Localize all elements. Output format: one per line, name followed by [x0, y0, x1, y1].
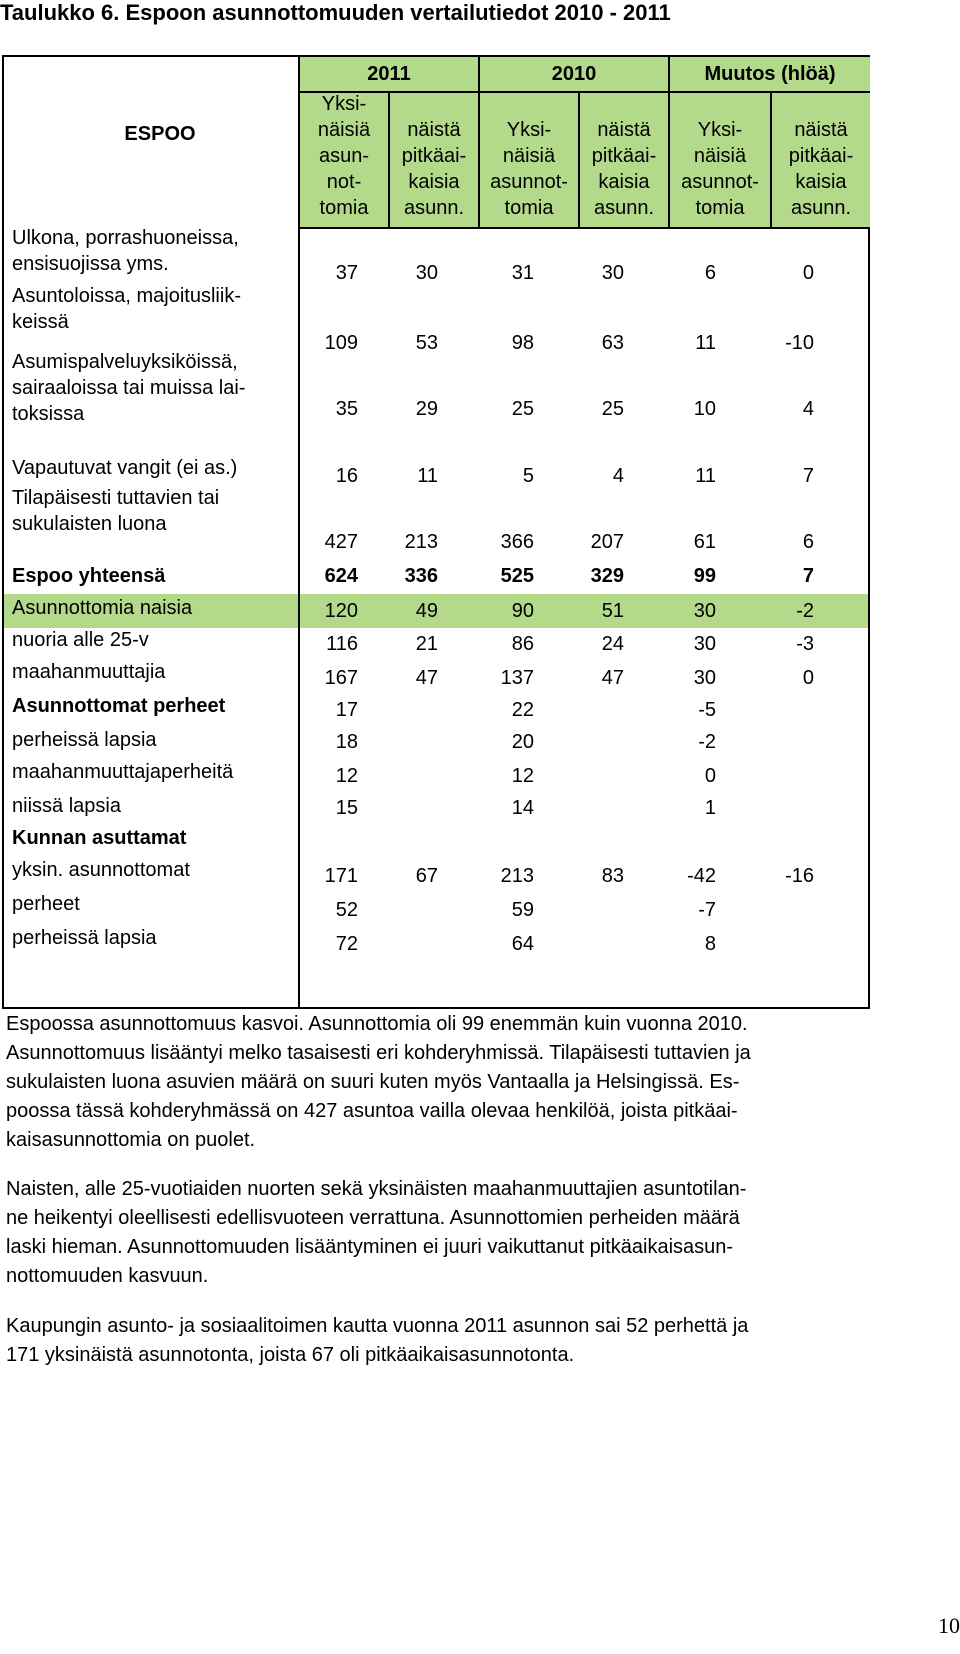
paragraph-line: Naisten, alle 25-vuotiaiden nuorten sekä yksinäisten maahanmuuttajien asuntotilan- — [6, 1178, 747, 1200]
column-subheader — [772, 117, 870, 221]
row-label — [12, 693, 225, 719]
row-label-line: yksin. asunnottomat — [12, 859, 190, 881]
table-cell: 47 — [415, 667, 438, 689]
row-label-line: Ulkona, porrashuoneissa, — [12, 227, 239, 249]
subheader-line: pitkäai- — [401, 145, 467, 167]
table-cell: 25 — [511, 398, 534, 420]
row-label-line: nuoria alle 25-v — [12, 629, 149, 651]
table-cell: 12 — [335, 765, 358, 787]
row-label — [12, 825, 186, 851]
subheader-line: näistä — [597, 119, 651, 141]
table-cell: 7 — [802, 565, 814, 587]
table-cell: 7 — [802, 465, 814, 487]
table-cell: 31 — [511, 262, 534, 284]
table-cell: 29 — [415, 398, 438, 420]
subheader-line: näisiä — [317, 119, 371, 141]
table-cell: 207 — [590, 531, 624, 553]
subheader-line: not- — [326, 171, 362, 193]
table-cell: 329 — [590, 565, 624, 587]
row-label — [12, 283, 241, 335]
table-cell: 15 — [335, 797, 358, 819]
table-cell: 35 — [335, 398, 358, 420]
paragraph — [6, 1312, 936, 1370]
row-label-line: Asumispalveluyksiköissä, — [12, 351, 238, 373]
row-label — [12, 563, 165, 589]
column-subheader — [390, 117, 478, 221]
subheader-line: näistä — [794, 119, 848, 141]
row-label — [12, 925, 157, 951]
table-cell: 11 — [695, 465, 716, 487]
table-cell: 116 — [326, 633, 358, 655]
table-cell: 137 — [500, 667, 534, 689]
table-cell: -7 — [698, 899, 716, 921]
subheader-line: tomia — [504, 197, 554, 219]
table-cell: 63 — [601, 332, 624, 354]
subheader-line: asunnot- — [490, 171, 568, 193]
row-label-line: keissä — [12, 311, 69, 333]
table-cell: 30 — [693, 667, 716, 689]
table-cell: 20 — [511, 731, 534, 753]
header-bottom-divider — [300, 227, 870, 229]
table-cell: 213 — [404, 531, 438, 553]
table-cell: 30 — [693, 633, 716, 655]
table-cell: -2 — [698, 731, 716, 753]
subheader-line: Yksi- — [506, 119, 552, 141]
row-label — [12, 225, 239, 277]
paragraph-line: 171 yksinäistä asunnotonta, joista 67 oli pitkäaikaisasunnotonta. — [6, 1344, 575, 1366]
table-cell: -5 — [698, 699, 716, 721]
paragraph-line: Kaupungin asunto- ja sosiaalitoimen kautta vuonna 2011 asunnon sai 52 perhettä ja — [6, 1315, 749, 1337]
table-cell: -10 — [785, 332, 814, 354]
table-cell: 525 — [500, 565, 534, 587]
paragraph-line: Asunnottomuus lisääntyi melko tasaisesti eri kohderyhmissä. Tilapäisesti tuttavien ja — [6, 1042, 751, 1064]
subheader-line: asunnot- — [681, 171, 759, 193]
row-label-line: Tilapäisesti tuttavien tai — [12, 487, 220, 509]
subheader-line: kaisia — [408, 171, 460, 193]
paragraph-line: nottomuuden kasvuun. — [6, 1265, 209, 1287]
subheader-line: Yksi- — [697, 119, 743, 141]
table-cell: 59 — [511, 899, 534, 921]
table-cell: 49 — [415, 600, 438, 622]
table-cell: 98 — [511, 332, 534, 354]
column-subheader — [580, 117, 668, 221]
table-cell: 21 — [415, 633, 438, 655]
subheader-line: näisiä — [693, 145, 747, 167]
row-label-line: maahanmuuttajaperheitä — [12, 761, 234, 783]
table-cell: 0 — [802, 262, 814, 284]
subheader-line: Yksi- — [321, 93, 367, 115]
table-cell: 64 — [511, 933, 534, 955]
table-cell: 11 — [417, 465, 438, 487]
row-label-line: Asunnottomia naisia — [12, 597, 193, 619]
subheader-line: asunn. — [593, 197, 655, 219]
table-cell: 11 — [695, 332, 716, 354]
row-label — [12, 595, 192, 621]
table-cell: 10 — [693, 398, 716, 420]
row-label — [12, 793, 121, 819]
row-label-line: niissä lapsia — [12, 795, 121, 817]
page-number: 10 — [938, 1613, 960, 1638]
row-label — [12, 627, 149, 653]
table-cell: 8 — [704, 933, 716, 955]
row-label-line: sukulaisten luona — [12, 513, 167, 535]
table-cell: 120 — [324, 600, 358, 622]
table-cell: 30 — [601, 262, 624, 284]
table-cell: 167 — [324, 667, 358, 689]
table-cell: 90 — [511, 600, 534, 622]
table-cell: 1 — [704, 797, 716, 819]
row-label — [12, 485, 219, 537]
row-label-line: perheissä lapsia — [12, 927, 157, 949]
row-label-line: Kunnan asuttamat — [12, 827, 187, 849]
table-cell: -2 — [796, 600, 814, 622]
row-label-line: toksissa — [12, 403, 85, 425]
row-label-line: perheissä lapsia — [12, 729, 157, 751]
subheader-line: pitkäai- — [591, 145, 657, 167]
table-cell: 30 — [415, 262, 438, 284]
subheader-line: asunn. — [790, 197, 852, 219]
subheader-line: tomia — [319, 197, 369, 219]
table-corner-label: ESPOO — [124, 123, 196, 145]
table-cell: 67 — [415, 865, 438, 887]
table-cell: 6 — [704, 262, 716, 284]
table-cell: 5 — [522, 465, 534, 487]
table-cell: 336 — [404, 565, 438, 587]
paragraph-line: laski hieman. Asunnottomuuden lisääntyminen ei juuri vaikuttanut pitkäaikaisasun- — [6, 1236, 734, 1258]
paragraph — [6, 1010, 936, 1155]
table-cell: 171 — [324, 865, 358, 887]
column-subheader — [300, 91, 388, 221]
table-cell: 30 — [693, 600, 716, 622]
row-label-line: sairaaloissa tai muissa lai- — [12, 377, 246, 399]
row-label-line: Vapautuvat vangit (ei as.) — [12, 457, 238, 479]
table-cell: 213 — [500, 865, 534, 887]
column-subheader — [480, 117, 578, 221]
table-cell: 83 — [601, 865, 624, 887]
row-label — [12, 455, 237, 481]
year-header: 2010 — [551, 63, 597, 85]
table-cell: 53 — [415, 332, 438, 354]
table-cell: 0 — [802, 667, 814, 689]
table-cell: 18 — [335, 731, 358, 753]
table-cell: 6 — [802, 531, 814, 553]
subheader-line: kaisia — [598, 171, 650, 193]
table-cell: 99 — [693, 565, 716, 587]
table-cell: 51 — [601, 600, 624, 622]
row-label-line: maahanmuuttajia — [12, 661, 166, 683]
row-label — [12, 891, 80, 917]
table-cell: -16 — [785, 865, 814, 887]
subheader-line: pitkäai- — [788, 145, 854, 167]
table-cell: 366 — [500, 531, 534, 553]
table-cell: 14 — [511, 797, 534, 819]
table-cell: 47 — [601, 667, 624, 689]
row-label-line: Asuntoloissa, majoitusliik- — [12, 285, 241, 307]
paragraph — [6, 1175, 936, 1291]
table-cell: 24 — [601, 633, 624, 655]
table-cell: 16 — [335, 465, 358, 487]
subheader-line: tomia — [695, 197, 745, 219]
table-cell: 12 — [511, 765, 534, 787]
row-label — [12, 349, 245, 427]
table-cell: 61 — [693, 531, 716, 553]
comparison-table — [2, 55, 870, 1009]
row-label-line: Espoo yhteensä — [12, 565, 166, 587]
table-cell: 427 — [324, 531, 358, 553]
table-cell: 52 — [335, 899, 358, 921]
table-cell: 37 — [335, 262, 358, 284]
row-label-line: ensisuojissa yms. — [12, 253, 169, 275]
paragraph-line: Espoossa asunnottomuus kasvoi. Asunnottomia oli 99 enemmän kuin vuonna 2010. — [6, 1013, 748, 1035]
table-cell: 4 — [612, 465, 624, 487]
row-label-line: perheet — [12, 893, 80, 915]
table-cell: 624 — [324, 565, 358, 587]
table-cell: 25 — [601, 398, 624, 420]
change-header: Muutos (hlöä) — [704, 63, 836, 85]
row-label — [12, 727, 157, 753]
paragraph-line: kaisasunnottomia on puolet. — [6, 1129, 256, 1151]
table-cell: 72 — [335, 933, 358, 955]
subheader-line: asun- — [318, 145, 370, 167]
subheader-line: näisiä — [502, 145, 556, 167]
row-label — [12, 759, 233, 785]
column-subheader — [670, 117, 770, 221]
table-cell: 4 — [802, 398, 814, 420]
year-header: 2011 — [367, 63, 411, 85]
page-title: Taulukko 6. Espoon asunnottomuuden vertailutiedot 2010 - 2011 — [0, 0, 671, 25]
table-cell: 86 — [511, 633, 534, 655]
table-cell: -3 — [796, 633, 814, 655]
table-cell: -42 — [687, 865, 716, 887]
paragraph-line: sukulaisten luona asuvien määrä on suuri kuten myös Vantaalla ja Helsingissä. Es- — [6, 1071, 740, 1093]
table-cell: 22 — [511, 699, 534, 721]
subheader-line: näistä — [407, 119, 461, 141]
subheader-line: asunn. — [403, 197, 465, 219]
subheader-line: kaisia — [795, 171, 847, 193]
table-cell: 0 — [704, 765, 716, 787]
table-cell: 17 — [335, 699, 358, 721]
table-cell: 109 — [324, 332, 358, 354]
row-label — [12, 659, 165, 685]
row-label — [12, 857, 190, 883]
row-label-line: Asunnottomat perheet — [12, 695, 226, 717]
paragraph-line: ne heikentyi oleellisesti edellisvuoteen verrattuna. Asunnottomien perheiden määrä — [6, 1207, 740, 1229]
paragraph-line: poossa tässä kohderyhmässä on 427 asuntoa vailla olevaa henkilöä, joista pitkäai- — [6, 1100, 738, 1122]
